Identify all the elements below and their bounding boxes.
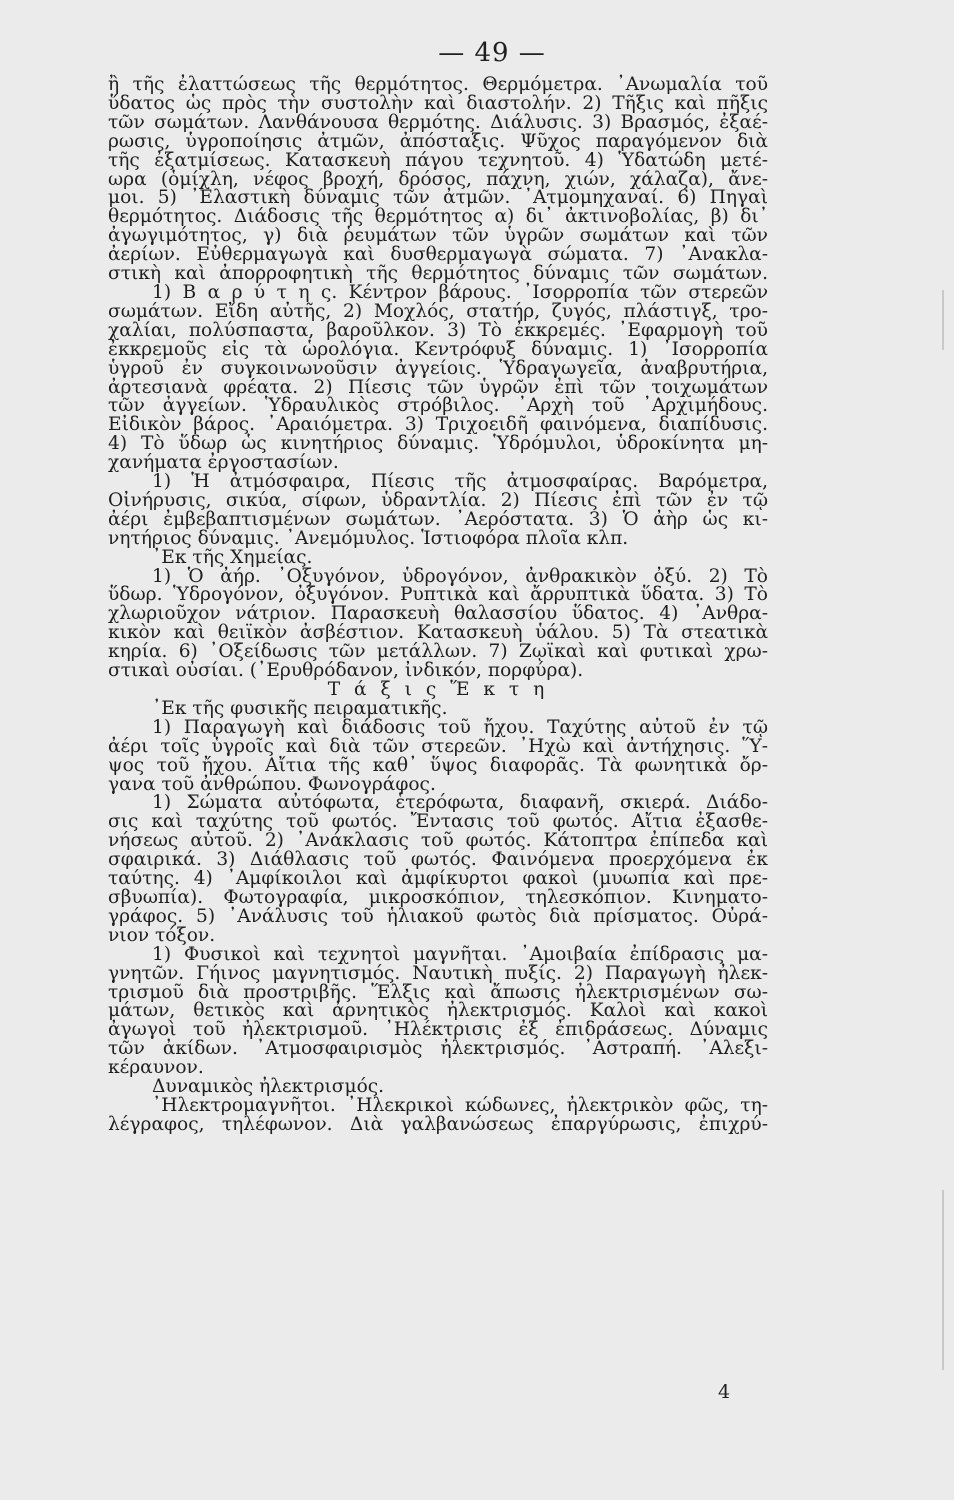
text-line: τῶν σωμάτων. Λανθάνουσα θερμότης. Διάλυσις. 3) Βρασμός, ἐξαέ- <box>108 111 768 133</box>
margin-shadow <box>942 1190 944 1370</box>
text-line: στικαὶ οὐσίαι. (᾿Ερυθρόδανον, ἰνδικόν, πορφύρα). <box>108 660 584 682</box>
text-line: μοι. 5) ᾿Ελαστικὴ δύναμις τῶν ἀτμῶν. ᾿Ατμομηχαναί. 6) Πηγαὶ <box>108 187 768 209</box>
text-line: 1) Ἡ ἀτμόσφαιρα, Πίεσις τῆς ἀτμοσφαίρας. Βαρόμετρα, <box>152 471 768 493</box>
text-line: κέραυνον. <box>108 1057 204 1079</box>
text-line: τρισμοῦ διὰ προστριβῆς. Ἕλξις καὶ ἄπωσις ἠλεκτρισμένων σω- <box>108 981 768 1003</box>
text-line: γράφος. 5) ᾿Ανάλυσις τοῦ ἡλιακοῦ φωτὸς διὰ πρίσματος. Οὐρά- <box>108 905 768 927</box>
text-line: νήσεως αὐτοῦ. 2) ᾿Ανάκλασις τοῦ φωτός. Κάτοπτρα ἐπίπεδα καὶ <box>108 830 768 852</box>
text-line: ὑγροῦ ἐν συγκοινωνοῦσιν ἀγγείοις. Ὑδραγωγεῖα, ἀναβρυτήρια, <box>108 357 768 379</box>
text-line: τῆς ἐξατμίσεως. Κατασκευὴ πάγου τεχνητοῦ. 4) Ὑδατώδη μετέ- <box>108 149 768 171</box>
text-line: ἀέρι ἐμβεβαπτισμένων σωμάτων. ᾿Αερόστατα. 3) Ὁ ἀὴρ ὡς κι- <box>108 508 768 530</box>
text-line: κικὸν καὶ θειϊκὸν ἀσβέστιον. Κατασκευὴ ὑάλου. 5) Τὰ στεατικὰ <box>108 622 768 644</box>
text-line: σις καὶ ταχύτης τοῦ φωτός. Ἔντασις τοῦ φωτός. Αἴτια ἐξασθε- <box>108 811 768 833</box>
text-line: Οἰνήρυσις, σικύα, σίφων, ὑδραντλία. 2) Πίεσις ἐπὶ τῶν ἐν τῷ <box>108 489 768 511</box>
text-line: τῶν ἀκίδων. ᾿Ατμοσφαιρισμὸς ἠλεκτρισμός. ᾿Αστραπή. ᾿Αλεξι- <box>108 1038 768 1060</box>
text-line: Δυναμικὸς ἠλεκτρισμός. <box>152 1076 385 1098</box>
text-line: 1) Ὁ ἀήρ. ᾿Οξυγόνον, ὑδρογόνον, ἀνθρακικὸν ὀξύ. 2) Τὸ <box>152 565 768 587</box>
text-line: ἐκκρεμοῦς εἰς τὰ ὡρολόγια. Κεντρόφυξ δύναμις. 1) ᾿Ισορροπία <box>108 338 768 360</box>
text-line: χανήματα ἐργοστασίων. <box>108 452 339 474</box>
margin-shadow <box>942 290 944 350</box>
signature-mark: 4 <box>718 1381 731 1403</box>
text-line: ὕδατος ὡς πρὸς τὴν συστολὴν καὶ διαστολήν. 2) Τῆξις καὶ πῆξις <box>108 92 768 114</box>
text-line: νητήριος δύναμις. ᾿Ανεμόμυλος. Ἱστιοφόρα πλοῖα κλπ. <box>108 527 629 549</box>
text-line: σωμάτων. Εἴδη αὐτῆς, 2) Μοχλός, στατήρ, ζυγός, πλάστιγξ, τρο- <box>108 300 768 322</box>
text-line: λέγραφος, τηλέφωνον. Διὰ γαλβανώσεως ἐπαργύρωσις, ἐπιχρύ- <box>108 1113 768 1135</box>
text-line: ἀερίων. Εὐθερμαγωγὰ καὶ δυσθερμαγωγὰ σώματα. 7) ᾿Ανακλα- <box>108 244 768 266</box>
text-line: χαλίαι, πολύσπαστα, βαροῦλκον. 3) Τὸ ἐκκρεμές. ᾿Εφαρμογὴ τοῦ <box>108 319 768 341</box>
text-line: στικὴ καὶ ἀπορροφητικὴ τῆς θερμότητος δύναμις τῶν σωμάτων. <box>108 263 768 285</box>
text-line: 1) Φυσικοὶ καὶ τεχνητοὶ μαγνῆται. ᾿Αμοιβαία ἐπίδρασις μα- <box>152 943 768 965</box>
text-line: σβυωπία). Φωτογραφία, μικροσκόπιον, τηλεσκόπιον. Κινηματο- <box>108 886 768 908</box>
text-line: 4) Τὸ ὕδωρ ὡς κινητήριος δύναμις. Ὑδρόμυλοι, ὑδροκίνητα μη- <box>108 433 768 455</box>
text-line: ἀέρι τοῖς ὑγροῖς καὶ διὰ τῶν στερεῶν. ᾿Ηχὼ καὶ ἀντήχησις. Ὕ- <box>108 735 768 757</box>
text-line: γανα τοῦ ἀνθρώπου. Φωνογράφος. <box>108 773 436 795</box>
text-line: ἀγωγιμότητος, γ) διὰ ῥευμάτων τῶν ὑγρῶν σωμάτων καὶ τῶν <box>108 225 768 247</box>
text-line: κηρία. 6) ᾿Οξείδωσις τῶν μετάλλων. 7) Ζῳϊκαὶ καὶ φυτικαὶ χρω- <box>108 641 768 663</box>
body-text <box>108 76 768 1135</box>
text-line: ᾿Εκ τῆς Χημείας. <box>152 546 313 568</box>
text-line: ωρα (ὁμίχλη, νέφος βροχή, δρόσος, πάχνη, χιών, χάλαζα), ἄνε- <box>108 168 768 190</box>
text-line: σφαιρικά. 3) Διάθλασις τοῦ φωτός. Φαινόμενα προερχόμενα ἐκ <box>108 849 768 871</box>
text-line: 1) Σώματα αὐτόφωτα, ἑτερόφωτα, διαφανῆ, σκιερά. Διάδο- <box>152 792 768 814</box>
text-line: ᾿Ηλεκτρομαγνῆτοι. ᾿Ηλεκρικοὶ κώδωνες, ἠλεκτρικὸν φῶς, τη- <box>152 1094 768 1116</box>
text-line: ἀρτεσιανὰ φρέατα. 2) Πίεσις τῶν ὑγρῶν ἐπὶ τῶν τοιχωμάτων <box>108 376 768 398</box>
text-line: ψος τοῦ ἤχου. Αἴτια τῆς καθ᾿ ὕψος διαφορᾶς. Τὰ φωνητικὰ ὄρ- <box>108 754 768 776</box>
section-heading: Τ ά ξ ι ς Ἕ κ τ η <box>327 679 549 700</box>
text-line: Εἰδικὸν βάρος. ᾿Αραιόμετρα. 3) Τριχοειδῆ φαινόμενα, διαπίδυσις. <box>108 414 768 436</box>
text-line: ταύτης. 4) ᾿Αμφίκοιλοι καὶ ἀμφίκυρτοι φακοὶ (μυωπία καὶ πρε- <box>108 868 768 890</box>
text-line: ὕδωρ. Ὑδρογόνον, ὀξυγόνον. Ρυπτικὰ καὶ ἄρρυπτικὰ ὕδατα. 3) Τὸ <box>108 584 768 606</box>
text-line: γνητῶν. Γήινος μαγνητισμός. Ναυτικὴ πυξίς. 2) Παραγωγὴ ἠλεκ- <box>108 962 768 984</box>
text-line: χλωριοῦχον νάτριον. Παρασκευὴ θαλασσίου ὕδατος. 4) ᾿Ανθρα- <box>108 603 768 625</box>
text-line: μάτων, θετικὸς καὶ ἀρνητικὸς ἠλεκτρισμός. Καλοὶ καὶ κακοὶ <box>108 1000 768 1022</box>
text-line: ἀγωγοὶ τοῦ ἠλεκτρισμοῦ. ᾿Ηλέκτρισις ἐξ ἐπιδράσεως. Δύναμις <box>108 1019 768 1041</box>
page-number: — 49 — <box>438 38 546 68</box>
text-line: ρωσις, ὑγροποίησις ἀτμῶν, ἀπόσταξις. Ψῦχος παραγόμενον διὰ <box>108 130 768 152</box>
text-line: 1) Β α ρ ύ τ η ς. Κέντρον βάρους. ᾿Ισορροπία τῶν στερεῶν <box>152 281 768 303</box>
text-line: θερμότητος. Διάδοσις τῆς θερμότητος α) δι᾿ ἀκτινοβολίας, β) δι᾿ <box>108 206 768 228</box>
text-line: νιον τόξον. <box>108 924 216 946</box>
text-line: 1) Παραγωγὴ καὶ διάδοσις τοῦ ἤχου. Ταχύτης αὐτοῦ ἐν τῷ <box>152 716 768 738</box>
text-line: ἢ τῆς ἐλαττώσεως τῆς θερμότητος. Θερμόμετρα. ᾿Ανωμαλία τοῦ <box>108 74 768 95</box>
text-line: ᾿Εκ τῆς φυσικῆς πειραματικῆς. <box>152 697 448 719</box>
text-line: τῶν ἀγγείων. Ὑδραυλικὸς στρόβιλος. ᾿Αρχὴ τοῦ ᾿Αρχιμήδους. <box>108 395 768 417</box>
